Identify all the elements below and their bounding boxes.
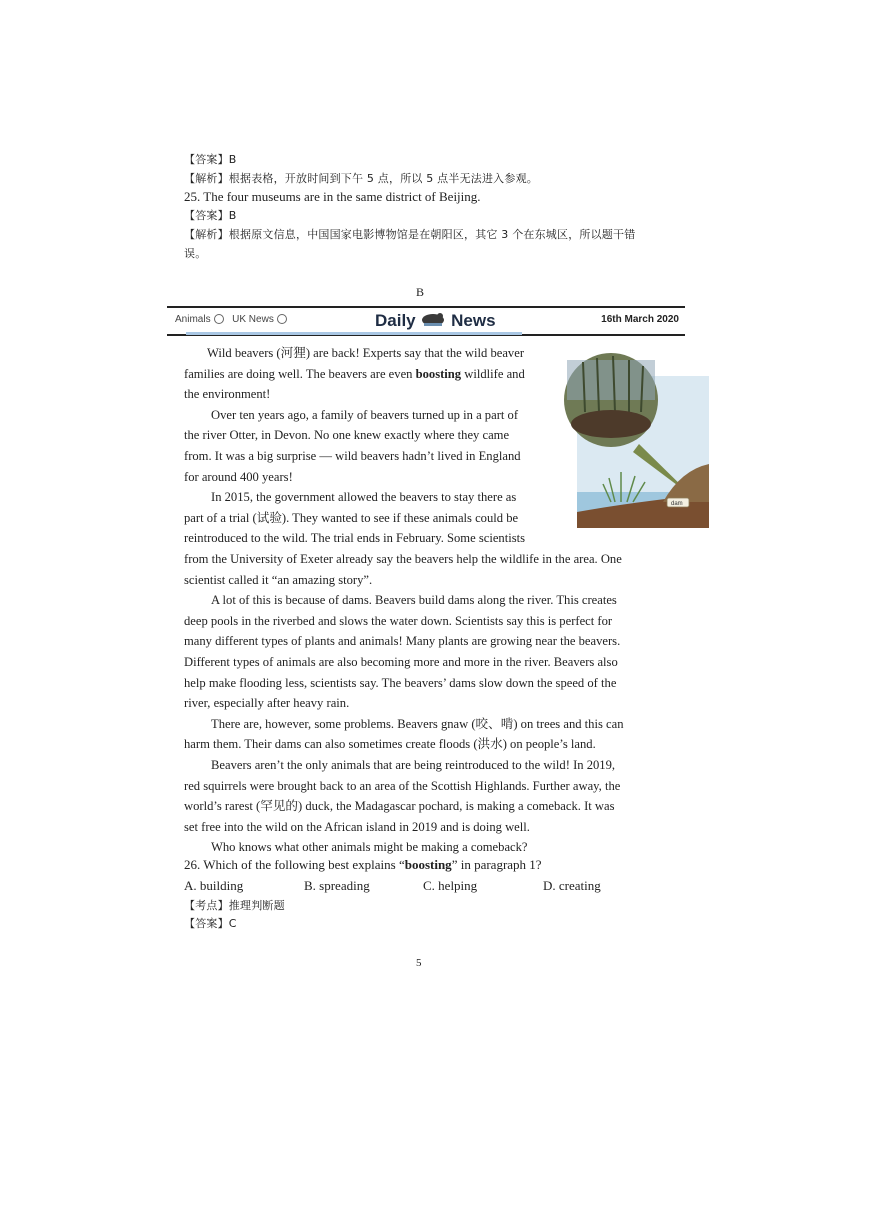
p5-line-b: harm them. Their dams can also sometimes create floods (洪水) on people’s land.	[184, 737, 596, 752]
p4-line-a: A lot of this is because of dams. Beavers build dams along the river. This creates	[211, 593, 617, 608]
beaver-logo-icon	[420, 310, 446, 328]
kaodian-line: 【考点】推理判断题	[184, 899, 285, 912]
analysis-line-2a: 【解析】根据原文信息，中国国家电影博物馆是在朝阳区，其它 3 个在东城区，所以题干错	[184, 228, 636, 241]
p4-line-e: help make flooding less, scientists say. The beavers’ dams slow down the speed of the	[184, 675, 617, 690]
analysis-line-2b: 误。	[184, 247, 207, 260]
answer-line-26: 【答案】C	[184, 917, 237, 930]
option-b: B. spreading	[304, 878, 370, 893]
q26-bold-word: boosting	[404, 857, 452, 872]
question-25: 25. The four museums are in the same district of Beijing.	[184, 189, 481, 204]
passage-narrow	[184, 343, 564, 549]
banner-title-news: News	[451, 311, 496, 330]
p1-text-end: wildlife and	[461, 366, 525, 381]
p3-line-a: In 2015, the government allowed the beavers to stay there as	[211, 490, 517, 505]
banner-category-animals: Animals	[175, 314, 211, 325]
p2-line-d: for around 400 years!	[184, 469, 293, 484]
p1-line-a: Wild beavers (河狸) are back! Experts say that the wild beaver	[207, 346, 525, 360]
banner-accent-bar	[186, 332, 522, 335]
q26-text: 26. Which of the following best explains “	[184, 857, 405, 872]
q26-text-end: ” in paragraph 1?	[451, 857, 542, 872]
banner-categories	[175, 314, 290, 325]
option-d: D. creating	[543, 878, 601, 893]
p1-line-b	[184, 364, 564, 385]
p2-line-a: Over ten years ago, a family of beavers turned up in a part of	[211, 407, 519, 422]
p4-line-c: many different types of plants and animals! Many plants are growing near the beavers.	[184, 634, 621, 649]
analysis-line-1: 【解析】根据表格，开放时间到下午 5 点，所以 5 点半无法进入参观。	[184, 172, 538, 185]
p1-bold-word: boosting	[415, 366, 462, 381]
globe-icon	[277, 314, 287, 324]
section-label: B	[416, 285, 425, 299]
p6-line-a: Beavers aren’t the only animals that are being reintroduced to the wild! In 2019,	[211, 757, 616, 772]
p4-line-f: river, especially after heavy rain.	[184, 696, 350, 711]
p2-line-c: from. It was a big surprise — wild beavers hadn’t lived in England	[184, 448, 521, 463]
banner-title	[375, 310, 496, 331]
p6-line-b: red squirrels were brought back to an area of the Scottish Highlands. Further away, the	[184, 778, 621, 793]
p7-line: Who knows what other animals might be making a comeback?	[211, 840, 528, 855]
p6-line-c: world’s rarest (罕见的) duck, the Madagascar pochard, is making a comeback. It was	[184, 799, 615, 814]
p3-line-d: from the University of Exeter already say the beavers help the wildlife in the area. One	[184, 552, 622, 566]
passage-wide	[184, 549, 664, 858]
beaver-dam-illustration	[563, 352, 709, 528]
p3-line-c: reintroduced to the wild. The trial ends in February. Some scientists	[184, 531, 526, 546]
answer-line-1: 【答案】B	[184, 153, 237, 166]
p5-line-a: There are, however, some problems. Beavers gnaw (咬、啃) on trees and this can	[211, 716, 624, 731]
page-number: 5	[416, 957, 422, 969]
p4-line-b: deep pools in the riverbed and slows the water down. Scientists say this is perfect for	[184, 613, 613, 628]
answer-line-2: 【答案】B	[184, 209, 237, 222]
p1-text: families are doing well. The beavers are even	[184, 366, 416, 381]
p4-line-d: Different types of animals are also becoming more and more in the river. Beavers also	[184, 654, 618, 669]
p2-line-b: the river Otter, in Devon. No one knew exactly where they came	[184, 428, 510, 443]
banner-title-daily: Daily	[375, 311, 416, 330]
banner-category-uk-news: UK News	[232, 314, 274, 325]
option-c: C. helping	[423, 878, 478, 893]
p1-line-c: the environment!	[184, 387, 271, 402]
question-26	[184, 857, 542, 873]
option-a: A. building	[184, 878, 244, 893]
dam-label: dam	[671, 501, 683, 507]
p3-line-b: part of a trial (试验). They wanted to see if these animals could be	[184, 510, 519, 525]
p6-line-d: set free into the wild on the African island in 2019 and is doing well.	[184, 819, 530, 834]
p3-line-e: scientist called it “an amazing story”.	[184, 572, 373, 587]
banner-date: 16th March 2020	[601, 314, 679, 325]
circle-icon	[214, 314, 224, 324]
